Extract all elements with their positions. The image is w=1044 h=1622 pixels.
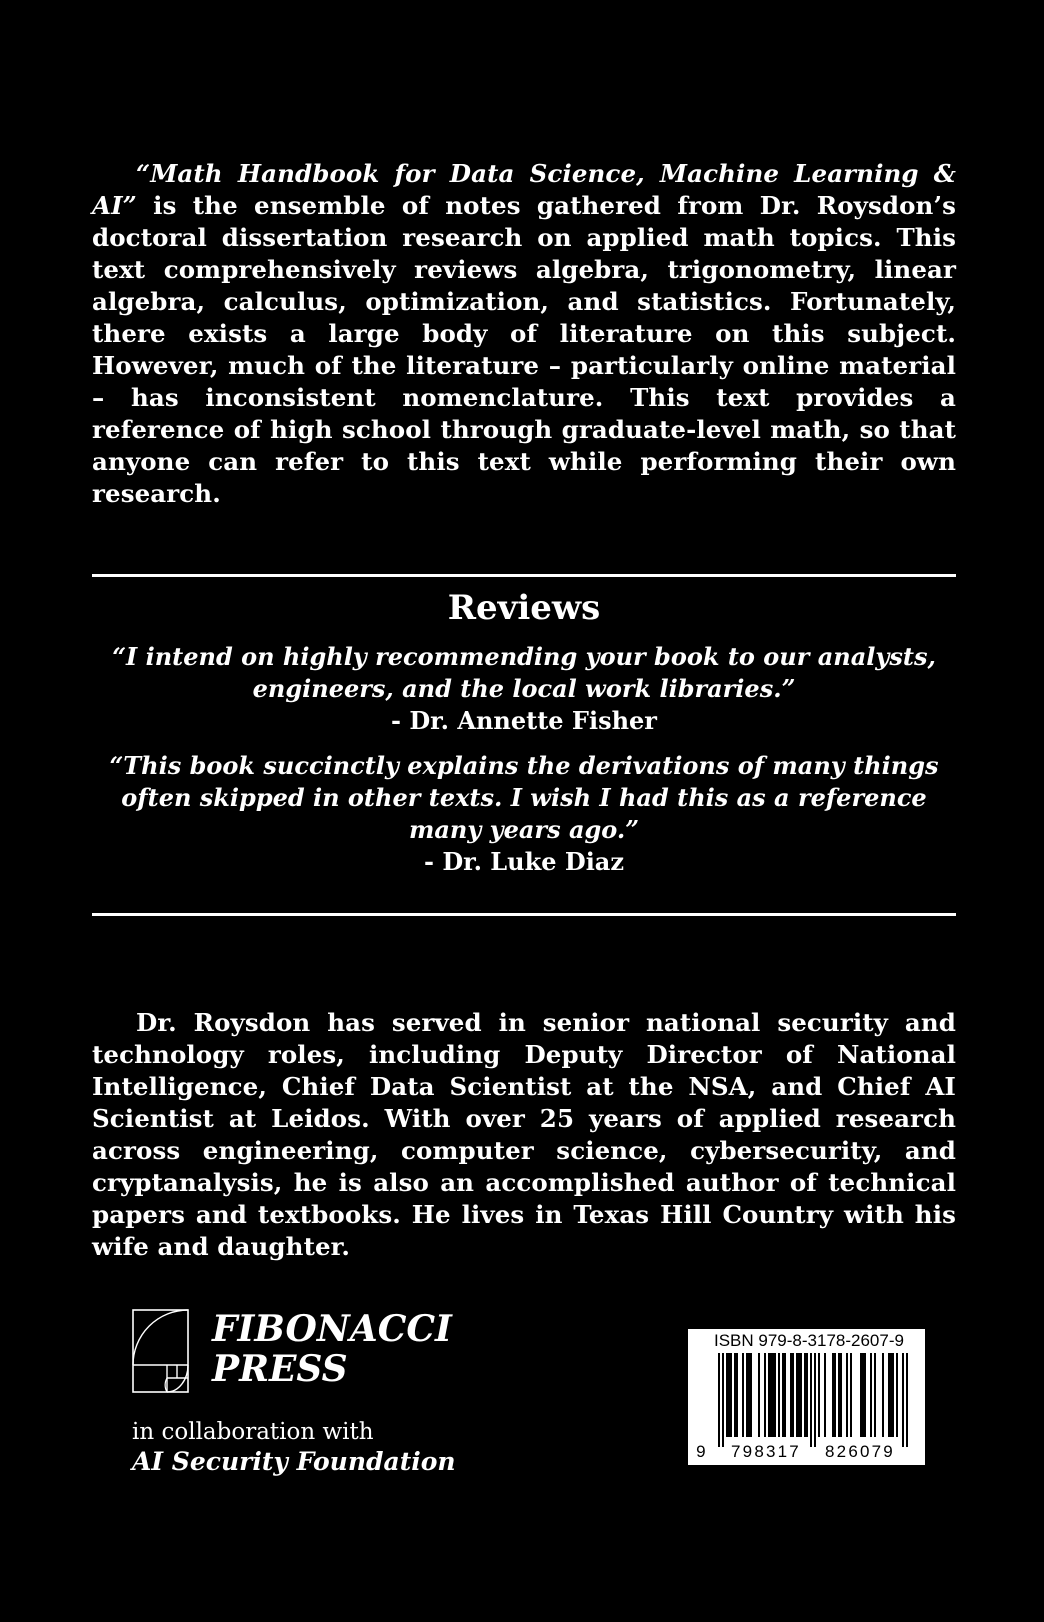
barcode-bar [850, 1353, 852, 1437]
review-author: - Dr. Luke Diaz [424, 847, 624, 876]
barcode-bar [758, 1353, 760, 1437]
barcode-digit-lead: 9 [696, 1442, 708, 1461]
reviews-heading: Reviews [447, 588, 601, 628]
barcode-bar [814, 1353, 816, 1447]
publisher-name-line: PRESS [212, 1348, 348, 1390]
review-fisher [92, 641, 956, 737]
barcode-bar [800, 1353, 802, 1437]
barcode-bar [840, 1353, 842, 1437]
barcode-bar [782, 1353, 784, 1437]
barcode-bar [750, 1353, 752, 1437]
foundation-name: AI Security Foundation [132, 1447, 456, 1476]
review-quote-line: engineers, and the local work libraries.” [252, 674, 796, 703]
barcode-bar [764, 1353, 766, 1437]
barcode-bar [736, 1353, 738, 1437]
barcode-bar [862, 1353, 864, 1437]
barcode-bar [882, 1353, 884, 1437]
book-description [92, 158, 956, 510]
description-paragraph [92, 158, 956, 510]
barcode-bar [824, 1353, 826, 1437]
bio-paragraph: Dr. Roysdon has served in senior national security and technology roles, including Deputy Director of National Intelligence, Chief Data Scientist at the NSA, and Chief AI Scientist at Leidos. With over 25 years of applied research across engineering, computer science, cybersecurity, and cryptanalysis, he is also an accomplished author of technical papers and textbooks. He lives in Texas Hill Country with his wife and daughter. [92, 1008, 956, 1261]
review-diaz [92, 750, 956, 878]
barcode-bar [806, 1353, 808, 1437]
barcode-bar [818, 1353, 820, 1437]
barcode-bar [784, 1353, 786, 1437]
review-quote-line: often skipped in other texts. I wish I had this as a reference [121, 783, 927, 812]
barcode-bar [792, 1353, 794, 1437]
book-title-quote: “Math Handbook for Data Science, Machine Learning & AI” [92, 159, 956, 220]
barcode-bar [896, 1353, 898, 1437]
barcode-bar [790, 1353, 792, 1437]
barcode-bar [870, 1353, 872, 1437]
isbn-label: ISBN 979-8-3178-2607-9 [714, 1331, 904, 1350]
barcode-bar [728, 1353, 730, 1437]
barcode-bar [888, 1353, 890, 1437]
barcode-bar [834, 1353, 836, 1437]
barcode-bar [798, 1353, 800, 1437]
reviews-bottom-rule [92, 913, 956, 916]
barcode-bar [810, 1353, 812, 1447]
barcode-bar [906, 1353, 908, 1447]
barcode-bar [726, 1353, 728, 1437]
publisher-name [212, 1309, 452, 1389]
barcode-bar [832, 1353, 834, 1437]
barcode-bar [860, 1353, 862, 1437]
collaboration-block [132, 1417, 572, 1477]
review-quote-line: many years ago.” [408, 815, 640, 844]
barcode-bar [874, 1353, 876, 1437]
barcode-bar [722, 1353, 724, 1447]
barcode-bar [890, 1353, 892, 1437]
barcode-bar [748, 1353, 750, 1437]
barcode-bar [778, 1353, 780, 1437]
author-bio [92, 1007, 956, 1263]
barcode-bar [796, 1353, 798, 1437]
barcode-bar [730, 1353, 732, 1437]
barcode-bar [902, 1353, 904, 1447]
barcode-bar [770, 1353, 772, 1437]
publisher-block [132, 1309, 552, 1399]
isbn-barcode [688, 1329, 925, 1465]
review-quote-line: “I intend on highly recommending your book to our analysts, [112, 642, 936, 671]
collaboration-label: in collaboration with [132, 1419, 374, 1445]
description-text: is the ensemble of notes gathered from Dr. Roysdon’s doctoral dissertation research on applied math topics. This text comprehensively reviews algebra, trigonometry, linear algebra, calculus, optimization, and statistics. Fortunately, there exists a large body of literature on this subject. However, much of the literature – particularly online material – has inconsistent nomenclature. This text provides a reference of high school through graduate-level math, so that anyone can refer to this text while performing their own research. [92, 191, 956, 508]
barcode-bar [772, 1353, 774, 1437]
barcode-bar [718, 1353, 720, 1447]
barcode-bar [838, 1353, 840, 1437]
barcode-bar [804, 1353, 806, 1437]
barcode-bar [742, 1353, 744, 1437]
barcode-bar [864, 1353, 866, 1437]
barcode-bar [734, 1353, 736, 1437]
review-quote-line: “This book succinctly explains the derivations of many things [109, 751, 939, 780]
golden-spiral-icon [132, 1309, 192, 1395]
barcode-digits-right: 826079 [825, 1442, 895, 1461]
barcode-bar [746, 1353, 748, 1437]
barcode-bar [768, 1353, 770, 1437]
barcode-bar [846, 1353, 848, 1437]
barcode-bar [774, 1353, 776, 1437]
publisher-name-line: FIBONACCI [212, 1308, 452, 1350]
barcode-bar [892, 1353, 894, 1437]
reviews-top-rule [92, 574, 956, 577]
review-author: - Dr. Annette Fisher [391, 706, 657, 735]
barcode-digits-left: 798317 [731, 1442, 801, 1461]
